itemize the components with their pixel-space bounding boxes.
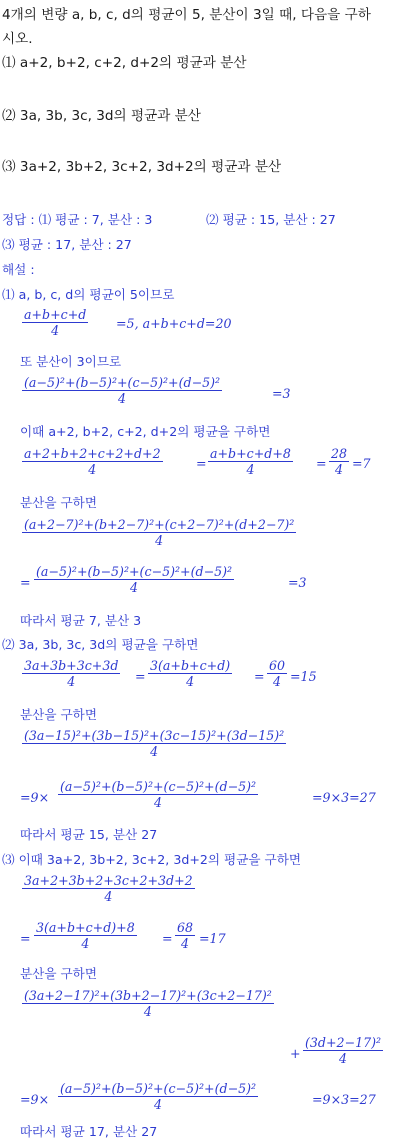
p2-fraction-2 [22, 728, 286, 759]
p2-intro: ⑵ 3a, 3b, 3c, 3d의 평균을 구하면 [2, 637, 199, 652]
denominator: 4 [81, 936, 90, 951]
numerator: (a+2−7)²+(b+2−7)²+(c+2−7)²+(d+2−7)² [24, 517, 295, 532]
p3-equation-5: =9×3=27 [312, 1092, 376, 1107]
p2-conclusion: 따라서 평균 15, 분산 27 [20, 827, 158, 842]
p1-equals-3: = [20, 575, 31, 590]
denominator: 4 [186, 674, 195, 689]
p3-conclusion: 따라서 평균 17, 분산 27 [20, 1124, 158, 1139]
answer-line-1b: ⑵ 평균 : 15, 분산 : 27 [206, 212, 336, 227]
p1-fraction-3c [329, 446, 349, 477]
p2-equation-3: =9×3=27 [312, 790, 376, 805]
numerator: (3a+2−17)²+(3b+2−17)²+(3c+2−17)² [24, 988, 272, 1003]
p1-fraction-4 [22, 517, 296, 548]
numerator: (a−5)²+(b−5)²+(c−5)²+(d−5)² [24, 375, 221, 390]
denominator: 4 [339, 1051, 348, 1066]
p3-fraction-5 [58, 1081, 258, 1112]
numerator: 3a+2+3b+2+3c+2+3d+2 [24, 873, 193, 888]
denominator: 4 [154, 795, 163, 810]
p2-fraction-1c [267, 658, 287, 689]
p3-intro: ⑶ 이때 3a+2, 3b+2, 3c+2, 3d+2의 평균을 구하면 [2, 852, 302, 867]
p1-fraction-5 [34, 564, 234, 595]
denominator: 4 [88, 462, 97, 477]
denominator: 4 [143, 1004, 152, 1019]
answer-line-2: ⑶ 평균 : 17, 분산 : 27 [2, 237, 132, 252]
p2-equals-2: = [254, 669, 265, 684]
numerator: 3(a+b+c+d) [150, 658, 231, 673]
p1-text-3: 이때 a+2, b+2, c+2, d+2의 평균을 구하면 [20, 424, 271, 439]
numerator: a+b+c+d [24, 307, 87, 322]
p3-nine-times: =9× [20, 1092, 50, 1107]
p3-equals: = [20, 931, 31, 946]
numerator: (3a−15)²+(3b−15)²+(3c−15)²+(3d−15)² [24, 728, 285, 743]
denominator: 4 [335, 462, 344, 477]
numerator: a+2+b+2+c+2+d+2 [24, 446, 161, 461]
denominator: 4 [150, 744, 159, 759]
numerator: (a−5)²+(b−5)²+(c−5)²+(d−5)² [36, 564, 233, 579]
p1-text-4: 분산을 구하면 [20, 495, 97, 510]
denominator: 4 [273, 674, 282, 689]
numerator: (a−5)²+(b−5)²+(c−5)²+(d−5)² [60, 1081, 257, 1096]
p1-fraction-1 [22, 307, 88, 338]
denominator: 4 [130, 580, 139, 595]
p1-equation-1: =5, a+b+c+d=20 [116, 316, 232, 331]
p2-fraction-3 [58, 779, 258, 810]
p1-equals: = [196, 456, 207, 471]
p1-text-2: 또 분산이 3이므로 [20, 354, 122, 369]
p1-conclusion: 따라서 평균 7, 분산 3 [20, 613, 142, 628]
denominator: 4 [67, 674, 76, 689]
denominator: 4 [118, 391, 127, 406]
numerator: (a−5)²+(b−5)²+(c−5)²+(d−5)² [60, 779, 257, 794]
numerator: 28 [331, 446, 348, 461]
denominator: 4 [154, 1097, 163, 1112]
question-item-3: ⑶ 3a+2, 3b+2, 3c+2, 3d+2의 평균과 분산 [2, 159, 282, 175]
p2-nine-times: =9× [20, 790, 50, 805]
p3-plus: + [290, 1046, 301, 1061]
numerator: a+b+c+d+8 [210, 446, 291, 461]
p1-fraction-3b [208, 446, 293, 477]
p2-text-2: 분산을 구하면 [20, 707, 97, 722]
p1-equals-2: = [316, 456, 327, 471]
p3-fraction-4 [303, 1035, 383, 1066]
p3-equals-2: = [162, 931, 173, 946]
p1-fraction-3a [22, 446, 163, 477]
p2-fraction-1b [148, 658, 232, 689]
p3-fraction-1 [22, 873, 195, 904]
p1-intro: ⑴ a, b, c, d의 평균이 5이므로 [2, 287, 175, 302]
denominator: 4 [51, 323, 60, 338]
solution-label: 해설 : [2, 262, 35, 277]
question-item-1: ⑴ a+2, b+2, c+2, d+2의 평균과 분산 [2, 55, 247, 71]
p2-fraction-1a [22, 658, 120, 689]
numerator: 60 [269, 658, 286, 673]
p3-text-2: 분산을 구하면 [20, 966, 97, 981]
p1-equation-3: =7 [352, 456, 371, 471]
p1-equation-2: =3 [272, 386, 291, 401]
p3-fraction-2 [34, 920, 137, 951]
numerator: (3d+2−17)² [305, 1035, 382, 1050]
question-item-2: ⑵ 3a, 3b, 3c, 3d의 평균과 분산 [2, 108, 201, 124]
p3-fraction-2b [175, 920, 195, 951]
denominator: 4 [104, 889, 113, 904]
numerator: 68 [177, 920, 194, 935]
denominator: 4 [155, 533, 164, 548]
question-line-1: 4개의 변량 a, b, c, d의 평균이 5, 분산이 3일 때, 다음을 구하 [2, 7, 371, 23]
numerator: 3(a+b+c+d)+8 [36, 920, 135, 935]
p3-fraction-3 [22, 988, 274, 1019]
numerator: 3a+3b+3c+3d [24, 658, 119, 673]
question-line-2: 시오. [2, 31, 33, 47]
p2-equals: = [135, 669, 146, 684]
p2-equation-1: =15 [290, 669, 317, 684]
p1-fraction-2 [22, 375, 222, 406]
denominator: 4 [181, 936, 190, 951]
p3-equation-2: =17 [199, 931, 226, 946]
p1-equation-5: =3 [288, 575, 307, 590]
denominator: 4 [246, 462, 255, 477]
answer-line-1a: 정답 : ⑴ 평균 : 7, 분산 : 3 [2, 212, 153, 227]
